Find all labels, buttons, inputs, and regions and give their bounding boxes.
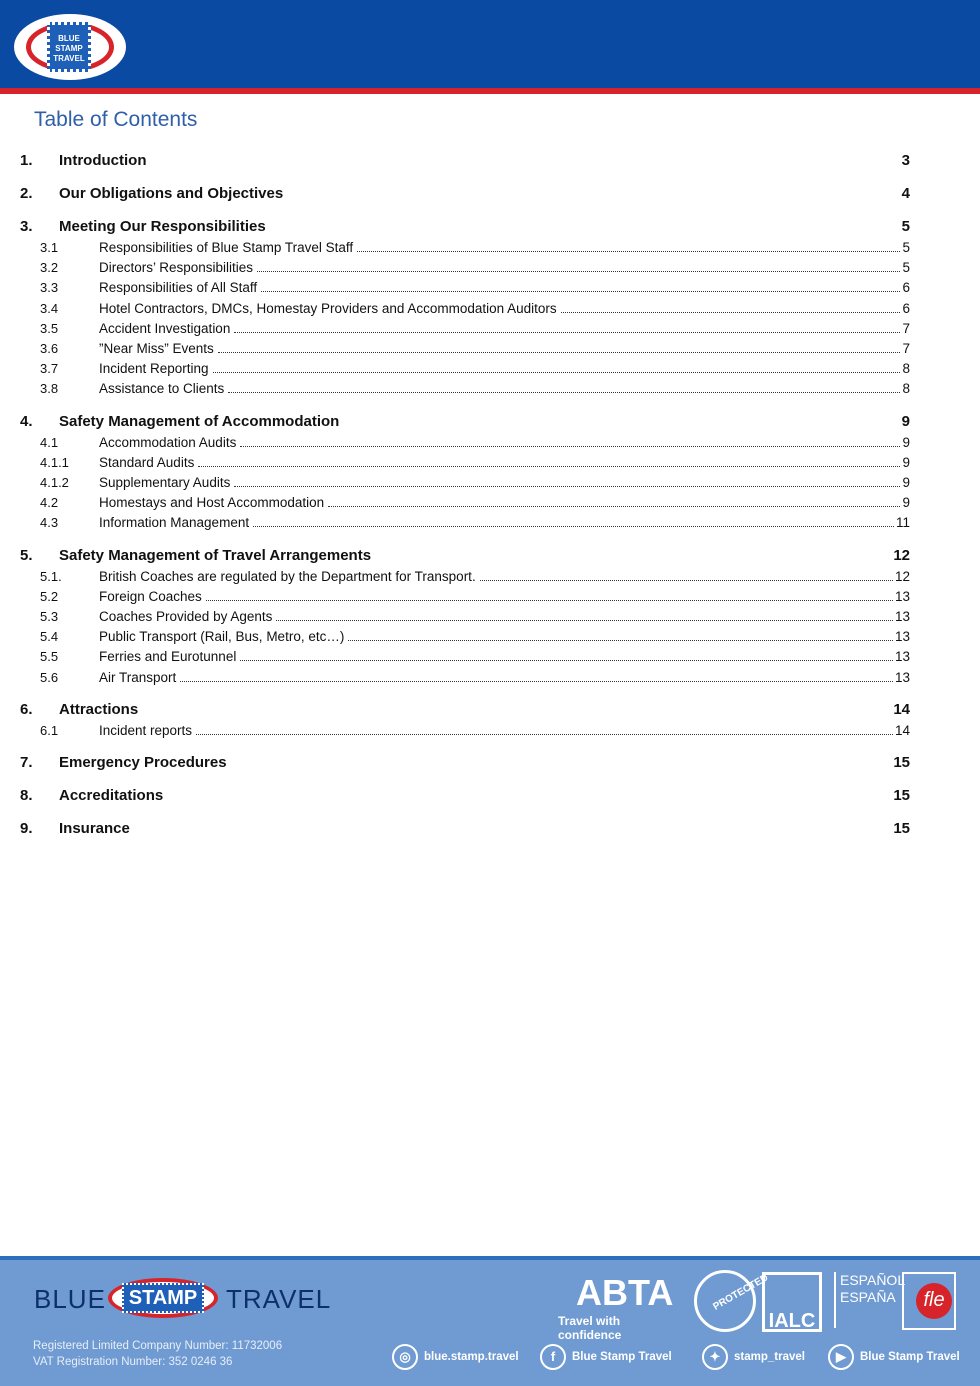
toc-entry-number: 3. [20,218,33,235]
toc-entry[interactable] [0,609,980,629]
toc-entry-title: Assistance to Clients [99,381,225,397]
toc-entry-title: Responsibilities of Blue Stamp Travel Staff [99,240,354,255]
toc-entry-title: Ferries and Eurotunnel [99,649,237,665]
toc-leader-dots [196,734,893,735]
toc-entry-number: 3.4 [40,300,59,316]
toc-entry-number: 7. [20,754,33,771]
toc-entry-number: 8. [20,787,33,804]
toc-entry-page: 7 [902,320,910,336]
abta-tagline: Travel with confidence [558,1314,622,1342]
toc-entry-title: Hotel Contractors, DMCs, Homestay Providers and Accommodation Auditors [99,300,557,316]
toc-entry-title: Public Transport (Rail, Bus, Metro, etc…) [99,629,345,645]
toc-entry-title: Incident Reporting [99,361,209,377]
toc-entry-number: 3.3 [40,280,59,296]
toc-entry[interactable] [0,569,980,589]
toc-entry-title: Accident Investigation [99,320,231,336]
company-logo [47,22,91,72]
toc-entry-page: 13 [894,588,910,604]
toc-entry[interactable] [0,701,980,721]
toc-entry-title: Information Management [99,515,250,531]
social-twitter[interactable] [702,1344,805,1372]
instagram-icon: ◎ [392,1344,418,1370]
toc-entry-page: 13 [894,669,910,685]
toc-entry-title: Responsibilities of All Staff [99,280,258,296]
toc-leader-dots [261,291,900,292]
atol-label: PROTECTED [711,1272,771,1313]
toc-entry-page: 15 [893,820,910,837]
toc-entry-title: Standard Audits [99,454,195,470]
youtube-icon: ▶ [828,1344,854,1370]
toc-leader-dots [276,620,893,621]
toc-entry-page: 4 [901,185,910,202]
toc-entry-number: 3.2 [40,260,59,276]
toc-entry[interactable] [0,649,980,669]
toc-entry-title: Meeting Our Responsibilities [59,218,266,235]
toc-entry[interactable] [0,787,980,807]
vat-number: VAT Registration Number: 352 0246 36 [33,1356,233,1368]
toc-entry[interactable] [0,475,980,495]
toc-entry[interactable] [0,321,980,341]
toc-entry-number: 6.1 [40,722,59,738]
toc-entry-title: Safety Management of Accommodation [59,412,340,430]
toc-entry-title: Accommodation Audits [99,434,237,450]
brand-word-left: BLUE [34,1284,106,1314]
toc-entry[interactable] [0,240,980,260]
toc-entry-title: Our Obligations and Objectives [59,185,284,202]
logo-line: TRAVEL [53,54,85,63]
social-facebook[interactable] [540,1344,672,1372]
toc-entry[interactable] [0,820,980,840]
toc-entry-page: 13 [894,649,910,665]
toc-entry-number: 3.1 [40,240,59,255]
social-youtube[interactable] [828,1344,960,1372]
toc-entry-title: Incident reports [99,722,193,738]
toc-entry-title: Directors’ Responsibilities [99,260,254,276]
toc-entry-number: 4.1.2 [40,475,69,490]
toc-entry[interactable] [0,455,980,475]
toc-entry-number: 4.1.1 [40,454,69,470]
toc-entry[interactable] [0,589,980,609]
toc-entry-number: 3.8 [40,381,59,397]
logo-line: BLUE [58,34,80,43]
company-number: Registered Limited Company Number: 11732006 [33,1340,283,1352]
toc-entry-number: 6. [20,700,33,718]
toc-entry-page: 5 [902,240,910,255]
toc-entry-number: 5.2 [40,588,59,604]
toc-entry-title: Safety Management of Travel Arrangements [59,546,372,564]
toc-entry-page: 13 [894,629,910,645]
social-instagram[interactable] [392,1344,519,1372]
toc-leader-dots [234,486,900,487]
toc-entry-title: Homestays and Host Accommodation [99,495,325,511]
toc-entry[interactable] [0,435,980,455]
facebook-icon: f [540,1344,566,1370]
toc-entry-number: 5.5 [40,649,59,665]
toc-entry-page: 13 [894,609,910,624]
toc-entry-number: 9. [20,820,33,837]
toc-leader-dots [240,660,893,661]
toc-entry-page: 15 [893,754,910,771]
toc-entry-number: 4.2 [40,495,59,511]
toc-entry-page: 9 [902,475,910,490]
toc-entry-title: Introduction [59,152,147,169]
toc-leader-dots [253,526,894,527]
toc-entry-title: ”Near Miss” Events [99,341,214,356]
toc-entry-title: Coaches Provided by Agents [99,609,273,624]
toc-entry[interactable] [0,361,980,381]
toc-entry-page: 9 [902,454,910,470]
logo-line: STAMP [55,44,83,53]
ialc-logo: IALC [762,1272,822,1332]
espanol-line: ESPAÑA [840,1289,896,1305]
toc-entry-title: Foreign Coaches [99,588,202,604]
espanol-logo [834,1272,906,1328]
toc-entry[interactable] [0,280,980,300]
toc-leader-dots [180,681,893,682]
toc-leader-dots [561,312,900,313]
toc-entry-page: 7 [902,341,910,356]
toc-entry-page: 5 [902,260,910,276]
toc-entry-number: 3.7 [40,361,59,377]
toc-entry[interactable] [0,413,980,433]
toc-leader-dots [218,352,900,353]
footer-divider [0,1256,980,1260]
toc-entry-number: 5.4 [40,629,59,645]
toc-entry-title: Attractions [59,700,139,718]
toc-entry-page: 6 [902,300,910,316]
toc-leader-dots [257,271,900,272]
toc-entry-title: Insurance [59,820,130,837]
toc-leader-dots [328,506,900,507]
brand-word-middle: STAMP [122,1283,204,1313]
toc-entry-page: 9 [901,412,910,430]
toc-entry-number: 2. [20,185,33,202]
toc-entry-number: 5.6 [40,669,59,685]
toc-leader-dots [480,580,893,581]
toc-entry-number: 5.3 [40,609,59,624]
toc-entry-title: Air Transport [99,669,177,685]
toc-entry[interactable] [0,218,980,238]
toc-entry[interactable] [0,629,980,649]
toc-entry-page: 3 [901,152,910,169]
espanol-line: ESPAÑOL [840,1272,906,1288]
abta-logo [556,1272,686,1342]
toc-entry-number: 4.1 [40,434,59,450]
toc-entry-page: 14 [894,722,910,738]
toc-entry-page: 11 [895,515,910,531]
toc-leader-dots [240,446,900,447]
social-label: stamp_travel [734,1351,805,1363]
toc-entry[interactable] [0,185,980,205]
toc-entry-page: 5 [901,218,910,235]
toc-entry-title: British Coaches are regulated by the Department for Transport. [99,568,476,584]
toc-entry-title: Supplementary Audits [99,475,231,490]
toc-entry-number: 4.3 [40,515,59,531]
toc-entry[interactable] [0,547,980,567]
toc-entry[interactable] [0,260,980,280]
toc-entry[interactable] [0,301,980,321]
toc-leader-dots [348,640,893,641]
fle-mark: fle [916,1283,952,1319]
toc-leader-dots [357,251,900,252]
abta-word: ABTA [576,1272,674,1313]
toc-entry-page: 6 [902,280,910,296]
toc-entry[interactable] [0,754,980,774]
toc-entry-number: 3.5 [40,320,59,336]
toc-entry[interactable] [0,723,980,743]
twitter-icon: ✦ [702,1344,728,1370]
header-divider [0,88,980,94]
toc-leader-dots [213,372,900,373]
toc-entry[interactable] [0,381,980,401]
toc-entry-page: 14 [893,700,910,718]
toc-leader-dots [206,600,893,601]
toc-entry-title: Emergency Procedures [59,754,227,771]
toc-entry-page: 9 [902,434,910,450]
toc-entry-number: 1. [20,152,33,169]
toc-entry[interactable] [0,152,980,172]
toc-entry[interactable] [0,515,980,535]
toc-leader-dots [198,466,900,467]
toc-entry-number: 4. [20,412,33,430]
toc-entry-page: 15 [893,787,910,804]
social-label: blue.stamp.travel [424,1351,519,1363]
toc-entry[interactable] [0,495,980,515]
brand-word-right: TRAVEL [226,1284,332,1314]
toc-leader-dots [234,332,900,333]
toc-entry-number: 3.6 [40,341,59,356]
toc-entry-page: 12 [894,568,910,584]
toc-entry-number: 5.1. [40,568,62,584]
toc-entry-page: 8 [902,381,910,397]
toc-entry-page: 12 [893,546,910,564]
toc-entry-page: 9 [902,495,910,511]
social-label: Blue Stamp Travel [572,1351,672,1363]
social-label: Blue Stamp Travel [860,1351,960,1363]
toc-entry[interactable] [0,670,980,690]
toc-entry[interactable] [0,341,980,361]
page-title: Table of Contents [34,108,198,131]
page-header [0,0,980,88]
toc-leader-dots [228,392,900,393]
toc-entry-title: Accreditations [59,787,164,804]
toc-entry-page: 8 [902,361,910,377]
toc-entry-number: 5. [20,546,33,564]
